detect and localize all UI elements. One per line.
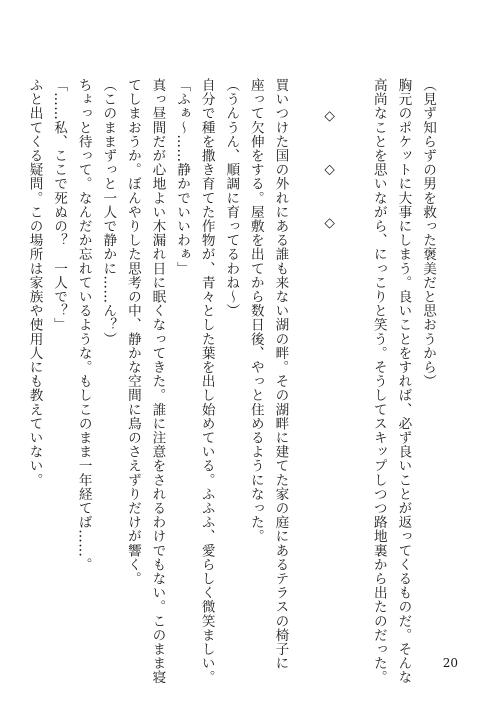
section-separator: ◇ ◇ ◇	[321, 108, 338, 244]
text-line: （うんうん、順調に育ってるわね～）	[223, 78, 240, 318]
text-line: 胸元のポケットに大事にしまう。良いことをすれば、必ず良いことが返ってくるものだ。そんな	[395, 78, 412, 685]
text-line: 「……私、ここで死ぬの？ 一人で？」	[51, 78, 68, 332]
text-line: 「ふぁ～……静かでいいわぁ」	[174, 78, 191, 276]
page-number: 20	[442, 656, 458, 670]
text-line: （見ず知らずの男を救った褒美だと思おうから）	[420, 78, 436, 389]
text-line: 自分で種を撒き育てた作物が、青々とした葉を出し始めている。ふふふ、愛らしく微笑ましい。	[198, 78, 215, 685]
text-line: てしまおうか。ぼんやりした思考の中、静かな空間に鳥のさえずりだけが響く。	[124, 78, 141, 586]
text-line: ふと出てくる疑問。この場所は家族や使用人にも教えていない。	[26, 78, 43, 487]
text-line: ちょっと待って。なんだか忘れているような。もしこのまま一年経てば……。	[75, 78, 92, 572]
text-line: 高尚なことを思いながら、にっこりと笑う。そうしてスキップしつつ路地裏から出たのだった。	[370, 78, 387, 685]
text-line: （このままずっと一人で静かに……ん？）	[100, 78, 117, 346]
text-line: 真っ昼間だが心地よい木漏れ日に眠くなってきた。誰に注意をされるわけでもない。このまま寝	[149, 78, 166, 685]
blank-line	[292, 78, 317, 638]
text-line: 座って欠伸をする。屋敷を出てから数日後、やっと住めるようになった。	[247, 78, 264, 544]
blank-line	[342, 78, 367, 638]
vertical-text-block	[22, 78, 440, 685]
text-line: 買いつけた国の外れにある誰も来ない湖の畔。その湖畔に建てた家の庭にあるテラスの椅子に	[272, 78, 289, 671]
